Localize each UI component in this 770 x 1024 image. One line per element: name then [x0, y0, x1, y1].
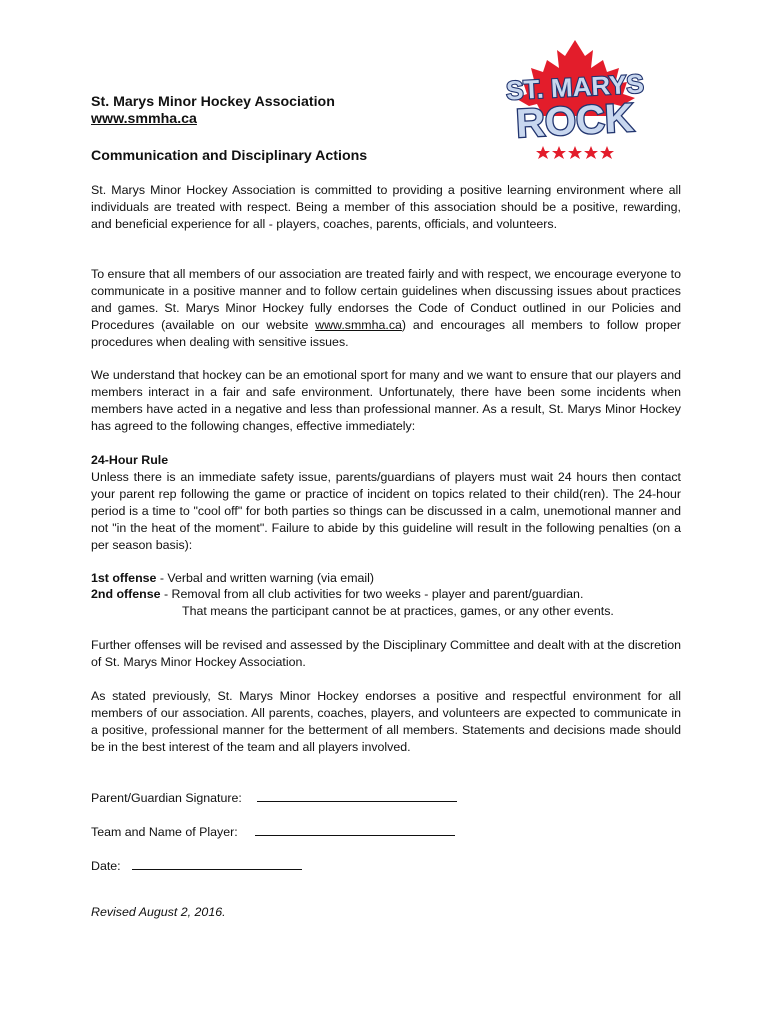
- revised-date: Revised August 2, 2016.: [91, 905, 226, 919]
- rule-paragraph: Unless there is an immediate safety issue, parents/guardians of players must wait 24 hours then contact your parent rep following the game or practice of incident on topics related to their child(ren). The 24-hour period is a time to "cool off" for both parties so things can be discussed in a calm, unemotional manner and not "in the heat of the moment". Failure to abide by this guideline will result in the following penalties (on a per season basis):: [91, 470, 681, 552]
- player-name-row: [91, 823, 455, 841]
- star-icon: [600, 146, 614, 159]
- second-offense-label: 2nd offense: [91, 587, 161, 601]
- date-label: Date:: [91, 859, 121, 873]
- player-name-field[interactable]: [255, 823, 455, 836]
- guidelines-text-before: To ensure that all members of our association are treated fairly and with respect, we encourage everyone to communicate in a positive manner and to follow certain guidelines when discussing issues about practices and games. St. Marys Minor Hockey fully endorses the Code of Conduct outlined in our Policies and Procedures (available on our website: [91, 267, 681, 332]
- org-name: St. Marys Minor Hockey Association: [91, 94, 335, 110]
- first-offense-text: - Verbal and written warning (via email): [156, 571, 375, 585]
- intro-paragraph: St. Marys Minor Hockey Association is committed to providing a positive learning environment where all individuals are treated with respect. Being a member of this association should be a positive, rewarding, and beneficial experience for all - players, coaches, parents, officials, and volunteers.: [91, 183, 681, 231]
- star-icon: [552, 146, 566, 159]
- first-offense-label: 1st offense: [91, 571, 157, 585]
- parent-signature-row: [91, 789, 457, 807]
- further-offenses-paragraph: Further offenses will be revised and assessed by the Disciplinary Committee and dealt with at the discretion of St. Marys Minor Hockey Association.: [91, 638, 681, 669]
- st-marys-rock-logo: [495, 38, 655, 164]
- star-icon: [584, 146, 598, 159]
- logo-line2: ROCK: [514, 95, 635, 147]
- second-offense-text: - Removal from all club activities for two weeks - player and parent/guardian.: [160, 587, 584, 601]
- closing-paragraph: As stated previously, St. Marys Minor Hockey endorses a positive and respectful environment for all members of our association. All parents, coaches, players, and volunteers are expected to communicate in a positive, professional manner for the betterment of all members. Statements and decisions made should be in the best interest of the team and all players involved.: [91, 689, 681, 754]
- player-name-label: Team and Name of Player:: [91, 825, 238, 839]
- website-link[interactable]: www.smmha.ca: [315, 318, 402, 332]
- document-title: Communication and Disciplinary Actions: [91, 148, 368, 164]
- org-url-link[interactable]: www.smmha.ca: [91, 111, 197, 127]
- logo-stars: [536, 146, 614, 159]
- rule-heading: 24-Hour Rule: [91, 453, 169, 467]
- second-offense-continuation: That means the participant cannot be at practices, games, or any other events.: [182, 604, 614, 618]
- logo-line1: ST. MARYS: [505, 68, 645, 106]
- parent-signature-label: Parent/Guardian Signature:: [91, 791, 242, 805]
- guidelines-paragraph: [91, 266, 681, 351]
- first-offense: [91, 570, 374, 587]
- changes-paragraph: We understand that hockey can be an emotional sport for many and we want to ensure that our players and members interact in a fair and safe environment. Unfortunately, there have been some incidents when members have acted in a negative and less than professional manner. As a result, St. Marys Minor Hockey has agreed to the following changes, effective immediately:: [91, 368, 681, 433]
- star-icon: [568, 146, 582, 159]
- date-field[interactable]: [132, 857, 302, 870]
- guidelines-text-after: ) and encourages all members to follow proper procedures when dealing with sensitive issues.: [91, 318, 681, 349]
- second-offense: [91, 586, 583, 603]
- logo-text-group: [505, 68, 644, 146]
- parent-signature-field[interactable]: [257, 789, 457, 802]
- date-row: [91, 857, 302, 875]
- star-icon: [536, 146, 550, 159]
